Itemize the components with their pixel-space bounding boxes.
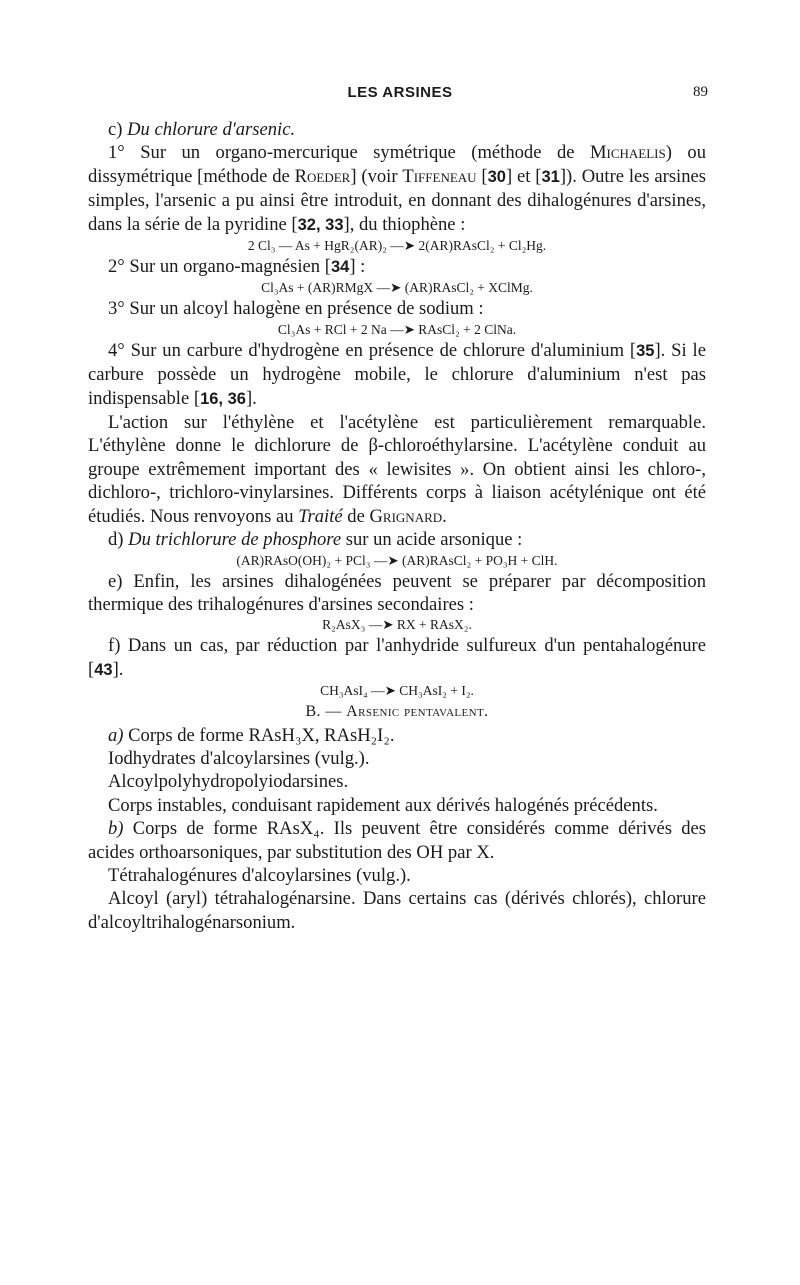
item-b-line-2: Tétrahalogénures d'alcoylarsines (vulg.).	[108, 864, 411, 886]
paragraph-5: L'action sur l'éthylène et l'acétylène est particulièrement remarquable. L'éthylène donne le dichlorure de β-chloroéthylarsine. L'acétylène conduit au groupe extrêmement important des « lewisites ». On obtient ainsi les chloro-, dichloro-, trichloro-vinylarsines. Différents corps à liaison acétylénique ont été étudiés. Nous renvoyons au Traité de Grignard.	[88, 412, 706, 527]
formula-4: (AR)RAsO(OH)₂ + PCl₃ —➤ (AR)RAsCl₂ + PO₃H + ClH.	[236, 552, 558, 568]
subsection-d: d) Du trichlorure de phosphore sur un acide arsonique :	[108, 529, 523, 551]
paragraph-4: 4° Sur un carbure d'hydrogène en présence de chlorure d'aluminium [35]. Si le carbure possède un hydrogène mobile, le chlorure d'aluminium n'est pas indispensable [16, 36].	[88, 339, 706, 409]
item-b: b) Corps de forme RAsX₄. Ils peuvent être considérés comme dérivés des acides orthoarsoniques, par substitution des OH par X.	[88, 818, 706, 863]
item-a-line-2: Iodhydrates d'alcoylarsines (vulg.).	[108, 747, 370, 769]
section-b-heading: B. — Arsenic pentavalent.	[305, 703, 489, 721]
reference-35: 35	[636, 341, 655, 360]
item-a-line-4: Corps instables, conduisant rapidement aux dérivés halogénés précédents.	[108, 794, 658, 816]
body-text	[88, 118, 706, 934]
item-b-line-3: Alcoyl (aryl) tétrahalogénarsine. Dans certains cas (dérivés chlorés), chlorure d'alcoyltrihalogénarsonium.	[88, 888, 706, 933]
reference-43: 43	[94, 660, 113, 679]
subsection-f: f) Dans un cas, par réduction par l'anhydride sulfureux d'un pentahalogénure [43].	[88, 635, 706, 680]
paragraph-1: 1° Sur un organo-mercurique symétrique (méthode de Michaelis) ou dissymétrique [méthode de Roeder] (voir Tiffeneau [30] et [31]). Outre les arsines simples, l'arsenic a pu ainsi être introduit, en donnant des dihalogénures d'arsines, dans la série de la pyridine [32, 33], du thiophène :	[88, 142, 707, 235]
reference-16-36: 16, 36	[200, 389, 246, 408]
reference-30: 30	[487, 167, 506, 186]
formula-3: Cl₃As + RCl + 2 Na —➤ RAsCl₂ + 2 ClNa.	[277, 321, 517, 337]
subsection-c-heading: c) Du chlorure d'arsenic.	[108, 119, 296, 140]
formula-2: Cl₃As + (AR)RMgX —➤ (AR)RAsCl₂ + XClMg.	[261, 280, 533, 296]
page-number: 89	[693, 84, 708, 100]
paragraph-2: 2° Sur un organo-magnésien [34] :	[108, 256, 366, 278]
author-roeder: Roeder	[294, 165, 351, 187]
item-a-line-3: Alcoylpolyhydropolyiodarsines.	[108, 771, 349, 793]
paragraph-3: 3° Sur un alcoyl halogène en présence de sodium :	[108, 298, 484, 320]
item-a: a) Corps de forme RAsH₃X, RAsH₂I₂.	[108, 724, 395, 746]
formula-6: CH₃AsI₄ —➤ CH₃AsI₂ + I₂.	[320, 683, 474, 699]
formula-1: 2 Cl₃ — As + HgR₂(AR)₂ —➤ 2(AR)RAsCl₂ + Cl₂Hg.	[247, 238, 547, 254]
author-tiffeneau: Tiffeneau	[402, 165, 477, 187]
running-header: LES ARSINES	[347, 84, 453, 101]
reference-31: 31	[541, 167, 560, 186]
author-michaelis: Michaelis	[589, 142, 666, 164]
formula-5: R₂AsX₃ —➤ RX + RAsX₂.	[322, 617, 472, 633]
subsection-e: e) Enfin, les arsines dihalogénées peuvent se préparer par décomposition thermique des trihalogénures d'arsines secondaires :	[88, 570, 706, 615]
author-grignard: Grignard	[369, 505, 443, 527]
reference-32-33: 32, 33	[297, 215, 344, 234]
reference-34: 34	[330, 258, 350, 277]
